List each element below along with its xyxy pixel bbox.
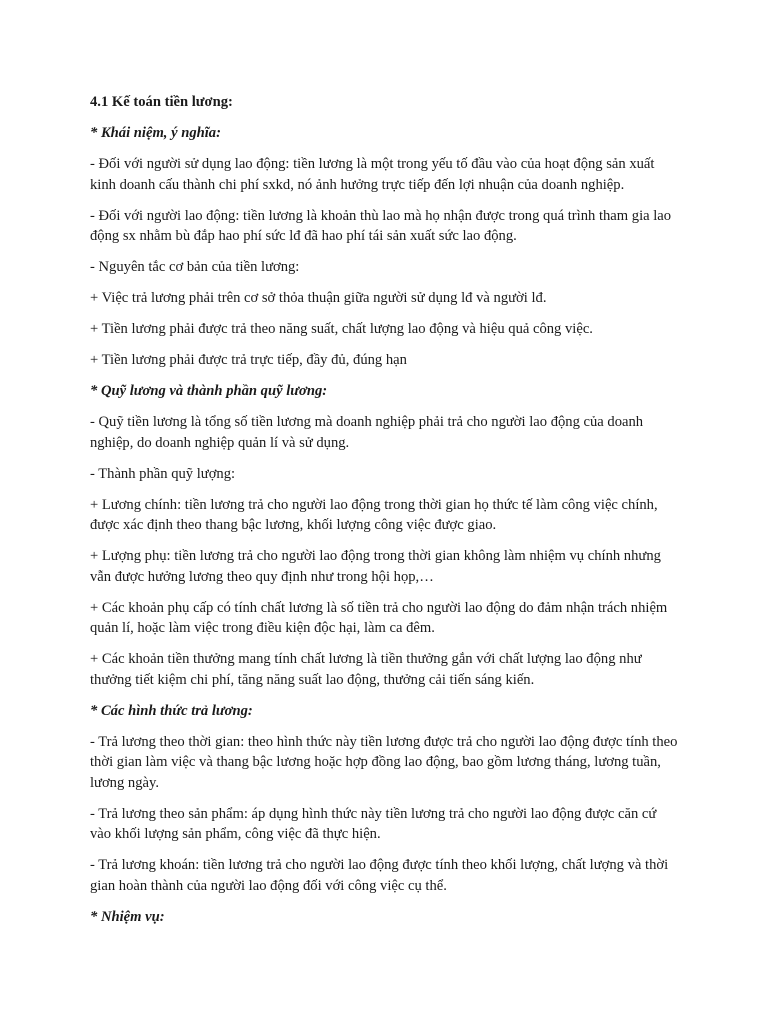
paragraph: - Nguyên tắc cơ bản của tiền lương: <box>90 259 300 275</box>
section-heading-duties: * Nhiệm vụ: <box>90 908 165 925</box>
paragraph: - Thành phần quỹ lượng: <box>90 465 236 482</box>
document-page <box>90 92 680 938</box>
paragraph: + Các khoản phụ cấp có tính chất lương là số tiền trả cho người lao động do đảm nhận trách nhiệm quản lí, hoặc làm việc trong điều kiện độc hại, làm ca đêm. <box>90 599 668 636</box>
paragraph: - Trả lương theo sản phẩm: áp dụng hình thức này tiền lương trả cho người lao động được căn cứ vào khối lượng sản phẩm, công việc đã thực hiện. <box>90 805 657 842</box>
paragraph: - Đối với người lao động: tiền lương là khoản thù lao mà họ nhận được trong quá trình tham gia lao động sx nhằm bù đắp hao phí sức lđ đã hao phí tái sản xuất sức lao động. <box>90 207 672 244</box>
paragraph: + Tiền lương phải được trả trực tiếp, đầy đủ, đúng hạn <box>90 352 407 368</box>
document-title: 4.1 Kế toán tiền lương: <box>90 94 233 110</box>
paragraph: - Đối với người sử dụng lao động: tiền lương là một trong yếu tố đầu vào của hoạt động sản xuất kinh doanh cấu thành chi phí sxkd, nó ảnh hưởng trực tiếp đến lợi nhuận của doanh nghiệp. <box>90 156 655 193</box>
section-heading-payment-forms: * Các hình thức trả lương: <box>90 702 253 719</box>
paragraph: + Tiền lương phải được trả theo năng suất, chất lượng lao động và hiệu quả công việc. <box>90 321 593 337</box>
paragraph: + Việc trả lương phải trên cơ sở thỏa thuận giữa người sử dụng lđ và người lđ. <box>90 290 547 306</box>
paragraph: - Trả lương theo thời gian: theo hình thức này tiền lương được trả cho người lao động được tính theo thời gian làm việc và thang bậc lương hoặc hợp đồng lao động, bao gồm lương tháng, lương tuần, lương ngày. <box>90 733 678 791</box>
paragraph: - Trả lương khoán: tiền lương trả cho người lao động được tính theo khối lượng, chất lượng và thời gian hoàn thành của người lao động đối với công việc cụ thể. <box>90 857 669 894</box>
paragraph: + Các khoản tiền thưởng mang tính chất lương là tiền thưởng gắn với chất lượng lao động như thưởng tiết kiệm chi phí, tăng năng suất lao động, thưởng cải tiến sáng kiến. <box>90 651 642 688</box>
section-heading-concept: * Khái niệm, ý nghĩa: <box>90 125 221 141</box>
section-heading-wage-fund: * Quỹ lương và thành phần quỹ lương: <box>90 383 328 399</box>
paragraph: + Lương chính: tiền lương trả cho người lao động trong thời gian họ thức tế làm công việc chính, được xác định theo thang bậc lương, khối lượng công việc được giao. <box>90 496 658 533</box>
paragraph: + Lượng phụ: tiền lương trả cho người lao động trong thời gian không làm nhiệm vụ chính nhưng vẫn được hưởng lương theo quy định như trong hội họp,… <box>90 548 661 585</box>
paragraph: - Quỹ tiền lương là tổng số tiền lương mà doanh nghiệp phải trả cho người lao động của doanh nghiệp, do doanh nghiệp quản lí và sử dụng. <box>90 414 644 451</box>
